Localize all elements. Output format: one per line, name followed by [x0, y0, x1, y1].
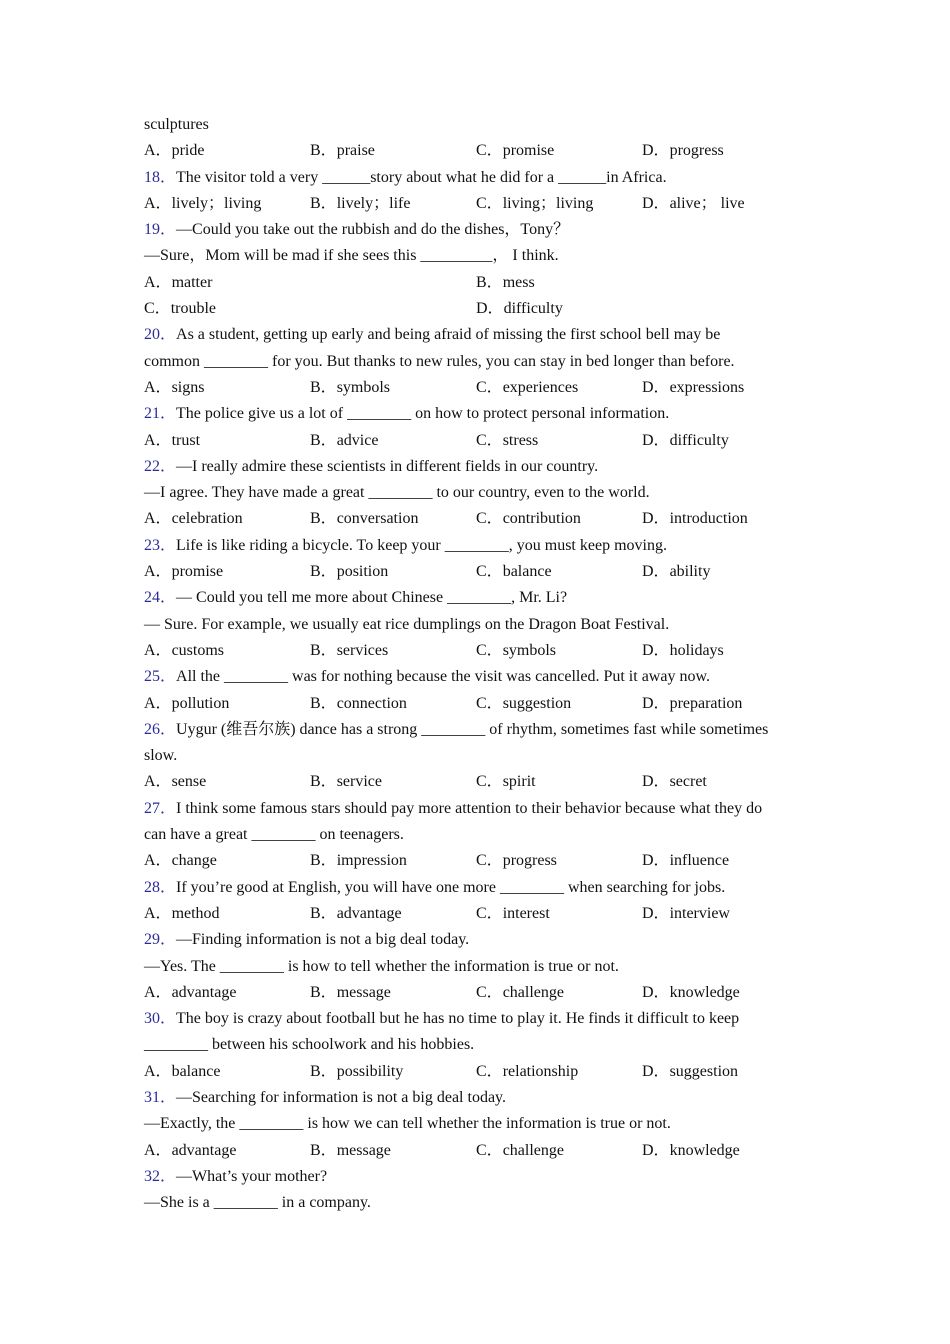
question-text: common ________ for you. But thanks to new rules, you can stay in bed longer than before.	[144, 352, 735, 370]
option-d[interactable]	[642, 506, 808, 532]
option-text: sense	[171, 773, 207, 791]
option-text: stress	[502, 431, 539, 449]
option-letter: C．	[476, 378, 503, 396]
option-text: suggestion	[669, 1062, 739, 1080]
question-text: The visitor told a very ______story about what he did for a ______in Africa.	[176, 168, 667, 186]
options-row	[144, 980, 814, 1006]
option-letter: A．	[144, 694, 172, 712]
question-text: —I agree. They have made a great ________ to our country, even to the world.	[144, 484, 650, 502]
option-c[interactable]	[476, 375, 642, 401]
option-text: difficulty	[503, 300, 563, 318]
option-text: matter	[171, 273, 213, 291]
option-text: lively；living	[171, 194, 262, 212]
question-stem	[144, 927, 814, 953]
option-letter: C．	[476, 852, 503, 870]
option-text: message	[336, 983, 391, 1001]
option-text: trust	[171, 431, 201, 449]
question-stem	[144, 796, 814, 822]
option-letter: A．	[144, 378, 172, 396]
option-text: services	[336, 641, 389, 659]
option-text: challenge	[502, 1141, 564, 1159]
option-b[interactable]	[310, 691, 476, 717]
option-text: progress	[502, 852, 557, 870]
option-text: message	[336, 1141, 391, 1159]
option-text: service	[336, 773, 382, 791]
question-number: 22．	[144, 457, 177, 475]
option-text: interview	[669, 904, 730, 922]
option-letter: D．	[476, 300, 504, 318]
question-text: —What’s your mother?	[176, 1167, 328, 1185]
option-text: difficulty	[669, 431, 729, 449]
option-letter: B．	[310, 773, 337, 791]
option-letter: C．	[476, 1141, 503, 1159]
question-stem	[144, 664, 814, 690]
option-letter: A．	[144, 904, 172, 922]
question-block	[144, 717, 814, 796]
option-c[interactable]	[476, 638, 642, 664]
option-b[interactable]	[476, 270, 808, 296]
option-letter: C．	[476, 563, 503, 581]
option-letter: B．	[310, 904, 337, 922]
option-a[interactable]	[144, 375, 310, 401]
option-letter: D．	[642, 194, 670, 212]
question-block	[144, 322, 814, 401]
question-stem-continued	[144, 612, 814, 638]
option-d[interactable]: D．progress	[642, 142, 724, 160]
options-row	[144, 506, 814, 532]
question-number: 23．	[144, 536, 177, 554]
options-row	[144, 1059, 814, 1085]
option-letter: C．	[476, 773, 503, 791]
option-b[interactable]	[310, 901, 476, 927]
question-number: 24．	[144, 589, 177, 607]
option-text: celebration	[171, 510, 243, 528]
question-stem	[144, 717, 814, 743]
option-text: suggestion	[502, 694, 572, 712]
option-c[interactable]	[476, 848, 642, 874]
option-a[interactable]	[144, 638, 310, 664]
question-block	[144, 165, 814, 218]
option-b[interactable]	[310, 1138, 476, 1164]
option-d[interactable]	[642, 1138, 808, 1164]
option-d[interactable]	[642, 980, 808, 1006]
option-text: knowledge	[669, 1141, 740, 1159]
option-b[interactable]	[310, 375, 476, 401]
option-letter: A．	[144, 194, 172, 212]
question-text: — Could you tell me more about Chinese ________, Mr. Li?	[176, 589, 568, 607]
option-text: trouble	[170, 300, 217, 318]
question-stem	[144, 1164, 814, 1190]
option-d[interactable]	[476, 296, 808, 322]
option-c[interactable]	[476, 191, 642, 217]
option-c[interactable]	[476, 1059, 642, 1085]
question-block	[144, 217, 814, 322]
question-text: The police give us a lot of ________ on how to protect personal information.	[176, 405, 670, 423]
option-text: method	[171, 904, 220, 922]
option-text: signs	[171, 378, 205, 396]
option-text: symbols	[336, 378, 391, 396]
option-text: lively；life	[336, 194, 411, 212]
question-stem	[144, 533, 814, 559]
option-b[interactable]	[310, 191, 476, 217]
option-letter: A．	[144, 641, 172, 659]
option-letter: D．	[642, 773, 670, 791]
question-block	[144, 401, 814, 454]
option-d[interactable]	[642, 428, 808, 454]
option-a[interactable]	[144, 769, 310, 795]
question-text: The boy is crazy about football but he has no time to play it. He finds it difficult to keep	[176, 1010, 740, 1028]
question-block	[144, 454, 814, 533]
option-letter: C．	[476, 641, 503, 659]
option-text: ability	[669, 563, 711, 581]
option-b[interactable]	[310, 980, 476, 1006]
option-text: contribution	[502, 510, 581, 528]
question-stem-continued	[144, 349, 814, 375]
options-row	[144, 191, 814, 217]
option-b[interactable]	[310, 638, 476, 664]
question-text: Life is like riding a bicycle. To keep your ________, you must keep moving.	[176, 536, 667, 554]
option-letter: C．	[476, 983, 503, 1001]
options-row	[144, 296, 814, 322]
option-text: advantage	[171, 983, 237, 1001]
question-number: 25．	[144, 668, 177, 686]
question-block	[144, 664, 814, 717]
option-letter: B．	[310, 1141, 337, 1159]
option-c[interactable]	[476, 901, 642, 927]
option-letter: B．	[310, 194, 337, 212]
option-a[interactable]	[144, 191, 310, 217]
option-b[interactable]	[310, 506, 476, 532]
option-d[interactable]	[642, 1059, 808, 1085]
question-text: All the ________ was for nothing because the visit was cancelled. Put it away now.	[176, 668, 710, 686]
option-text: spirit	[502, 773, 536, 791]
option-c[interactable]	[476, 769, 642, 795]
option-text: conversation	[336, 510, 419, 528]
option-letter: A．	[144, 1141, 172, 1159]
option-text: balance	[171, 1062, 221, 1080]
option-text: position	[336, 563, 389, 581]
option-text: symbols	[502, 641, 557, 659]
option-d[interactable]	[642, 375, 808, 401]
options-row	[144, 559, 814, 585]
option-letter: A．	[144, 273, 172, 291]
option-c[interactable]	[476, 1138, 642, 1164]
option-text: preparation	[669, 694, 743, 712]
option-d[interactable]	[642, 559, 808, 585]
question-stem	[144, 585, 814, 611]
question-block	[144, 927, 814, 1006]
option-text: holidays	[669, 641, 724, 659]
option-letter: B．	[310, 431, 337, 449]
question-text: —Exactly, the ________ is how we can tell whether the information is true or not.	[144, 1115, 671, 1133]
option-letter: D．	[642, 852, 670, 870]
option-letter: B．	[310, 694, 337, 712]
option-a[interactable]	[144, 1059, 310, 1085]
question-number: 21．	[144, 405, 177, 423]
option-b[interactable]	[310, 559, 476, 585]
option-letter: D．	[642, 1141, 670, 1159]
option-letter: B．	[310, 563, 337, 581]
option-letter: D．	[642, 983, 670, 1001]
option-letter: C．	[476, 694, 503, 712]
option-letter: D．	[642, 563, 670, 581]
exam-page	[144, 112, 814, 1216]
option-a[interactable]	[144, 506, 310, 532]
question-text: slow.	[144, 747, 178, 765]
option-text: promise	[171, 563, 224, 581]
option-text: interest	[502, 904, 550, 922]
option-text: experiences	[502, 378, 579, 396]
option-a[interactable]	[144, 270, 476, 296]
question-stem-continued	[144, 1111, 814, 1137]
question-text: —She is a ________ in a company.	[144, 1194, 371, 1212]
question-block	[144, 585, 814, 664]
option-c[interactable]	[476, 428, 642, 454]
option-text: connection	[336, 694, 407, 712]
option-letter: D．	[642, 694, 670, 712]
option-text: influence	[669, 852, 730, 870]
question-stem	[144, 322, 814, 348]
option-text: knowledge	[669, 983, 740, 1001]
option-letter: D．	[642, 641, 670, 659]
question-stem-continued	[144, 1190, 814, 1216]
option-c[interactable]: C．promise	[476, 142, 555, 160]
option-letter: C．	[144, 300, 171, 318]
question-block	[144, 1164, 814, 1217]
options-row	[144, 428, 814, 454]
question-stem-continued	[144, 954, 814, 980]
option-a[interactable]	[144, 848, 310, 874]
option-letter: D．	[642, 378, 670, 396]
question-number: 28．	[144, 878, 177, 896]
option-letter: C．	[476, 1062, 503, 1080]
option-letter: C．	[476, 194, 503, 212]
question-stem-continued	[144, 1032, 814, 1058]
option-letter: B．	[310, 1062, 337, 1080]
option-text: advantage	[171, 1141, 237, 1159]
question-block	[144, 796, 814, 875]
option-text: living；living	[502, 194, 594, 212]
option-letter: A．	[144, 510, 172, 528]
option-letter: B．	[310, 641, 337, 659]
options-row	[144, 848, 814, 874]
option-letter: C．	[476, 431, 503, 449]
option-d[interactable]	[642, 848, 808, 874]
question-text: —Sure，Mom will be mad if she sees this _________， I think.	[144, 247, 559, 265]
question-list	[144, 165, 814, 1217]
question-number: 31．	[144, 1088, 177, 1106]
options-row	[144, 901, 814, 927]
option-a[interactable]: A．pride	[144, 142, 205, 160]
question-text: I think some famous stars should pay more attention to their behavior because what they do	[176, 799, 763, 817]
option-a[interactable]	[144, 559, 310, 585]
option-b[interactable]	[310, 428, 476, 454]
options-row	[144, 769, 814, 795]
option-a[interactable]	[144, 428, 310, 454]
option-text: relationship	[502, 1062, 579, 1080]
option-letter: C．	[476, 904, 503, 922]
option-c[interactable]	[144, 296, 476, 322]
option-text: advantage	[336, 904, 402, 922]
q17-options	[144, 138, 814, 164]
option-text: introduction	[669, 510, 748, 528]
question-text: —Yes. The ________ is how to tell whether the information is true or not.	[144, 957, 619, 975]
option-letter: A．	[144, 563, 172, 581]
question-stem	[144, 1006, 814, 1032]
question-text: — Sure. For example, we usually eat rice dumplings on the Dragon Boat Festival.	[144, 615, 670, 633]
option-text: advice	[336, 431, 379, 449]
option-a[interactable]	[144, 691, 310, 717]
option-d[interactable]	[642, 901, 808, 927]
question-text: As a student, getting up early and being afraid of missing the first school bell may be	[176, 326, 721, 344]
question-text: —Searching for information is not a big deal today.	[176, 1088, 507, 1106]
option-letter: D．	[642, 1062, 670, 1080]
question-number: 20．	[144, 326, 177, 344]
question-stem	[144, 1085, 814, 1111]
question-number: 29．	[144, 931, 177, 949]
options-row	[144, 1138, 814, 1164]
options-row	[144, 691, 814, 717]
question-text: can have a great ________ on teenagers.	[144, 826, 404, 844]
option-a[interactable]	[144, 980, 310, 1006]
option-letter: B．	[310, 510, 337, 528]
question-number: 19．	[144, 221, 177, 239]
option-text: mess	[502, 273, 535, 291]
option-text: impression	[336, 852, 407, 870]
question-stem-continued	[144, 743, 814, 769]
option-text: alive； live	[669, 194, 745, 212]
question-text: —Finding information is not a big deal today.	[176, 931, 470, 949]
option-d[interactable]	[642, 191, 808, 217]
question-stem	[144, 875, 814, 901]
option-c[interactable]	[476, 980, 642, 1006]
question-block	[144, 1006, 814, 1085]
option-b[interactable]	[310, 1059, 476, 1085]
option-letter: C．	[476, 510, 503, 528]
options-row	[144, 270, 814, 296]
option-letter: A．	[144, 773, 172, 791]
option-c[interactable]	[476, 559, 642, 585]
question-text: —Could you take out the rubbish and do the dishes，Tony？	[176, 221, 570, 239]
option-letter: A．	[144, 983, 172, 1001]
option-letter: D．	[642, 510, 670, 528]
option-text: pollution	[171, 694, 230, 712]
question-block	[144, 1085, 814, 1164]
question-stem	[144, 217, 814, 243]
option-letter: D．	[642, 904, 670, 922]
question-stem	[144, 401, 814, 427]
option-d[interactable]	[642, 769, 808, 795]
option-b[interactable]: B．praise	[310, 142, 375, 160]
option-d[interactable]	[642, 638, 808, 664]
question-stem-continued	[144, 243, 814, 269]
option-text: customs	[171, 641, 225, 659]
option-letter: B．	[310, 983, 337, 1001]
question-block	[144, 875, 814, 928]
question-number: 18．	[144, 168, 177, 186]
question-stem-continued	[144, 822, 814, 848]
option-text: expressions	[669, 378, 745, 396]
question-block	[144, 533, 814, 586]
option-b[interactable]	[310, 769, 476, 795]
option-text: challenge	[502, 983, 564, 1001]
question-number: 27．	[144, 799, 177, 817]
option-letter: D．	[642, 431, 670, 449]
option-d[interactable]	[642, 691, 808, 717]
question-number: 26．	[144, 720, 177, 738]
question-stem	[144, 454, 814, 480]
question-text: If you’re good at English, you will have one more ________ when searching for jobs.	[176, 878, 726, 896]
option-text: balance	[502, 563, 552, 581]
option-letter: A．	[144, 852, 172, 870]
option-letter: B．	[476, 273, 503, 291]
option-text: possibility	[336, 1062, 404, 1080]
option-text: change	[171, 852, 217, 870]
question-stem	[144, 165, 814, 191]
option-letter: A．	[144, 431, 172, 449]
question-number: 32．	[144, 1167, 177, 1185]
question-text: Uygur (维吾尔族) dance has a strong ________ of rhythm, sometimes fast while sometimes	[176, 720, 769, 738]
options-row	[144, 638, 814, 664]
options-row	[144, 375, 814, 401]
option-letter: B．	[310, 378, 337, 396]
option-c[interactable]	[476, 506, 642, 532]
option-c[interactable]	[476, 691, 642, 717]
option-text: secret	[669, 773, 707, 791]
question-stem-continued	[144, 480, 814, 506]
option-a[interactable]	[144, 1138, 310, 1164]
option-a[interactable]	[144, 901, 310, 927]
option-letter: A．	[144, 1062, 172, 1080]
question-text: —I really admire these scientists in different fields in our country.	[176, 457, 599, 475]
intro-line: sculptures	[144, 116, 209, 133]
option-b[interactable]	[310, 848, 476, 874]
question-text: ________ between his schoolwork and his hobbies.	[144, 1036, 475, 1054]
question-number: 30．	[144, 1010, 177, 1028]
option-letter: B．	[310, 852, 337, 870]
